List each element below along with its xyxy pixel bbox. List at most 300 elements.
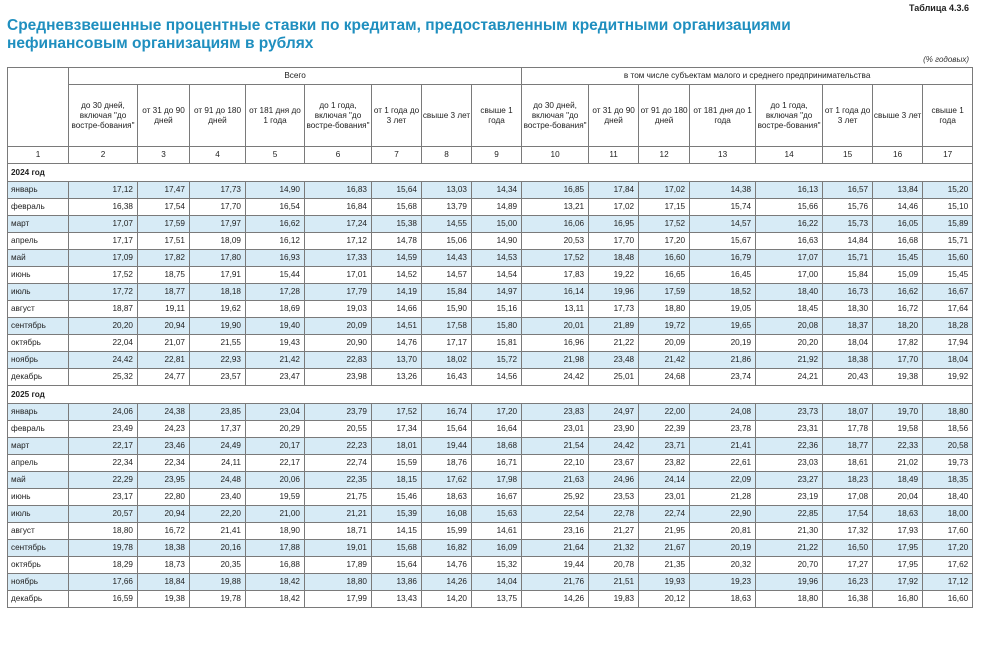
- value-cell: 16,64: [472, 421, 522, 438]
- table-row: [8, 284, 973, 301]
- value-cell: 16,82: [422, 540, 472, 557]
- value-cell: 23,31: [756, 421, 823, 438]
- value-cell: 14,04: [472, 574, 522, 591]
- value-cell: 22,90: [690, 506, 756, 523]
- value-cell: 23,82: [639, 455, 690, 472]
- value-cell: 16,08: [422, 506, 472, 523]
- value-cell: 23,01: [522, 421, 589, 438]
- value-cell: 21,54: [522, 438, 589, 455]
- value-cell: 19,73: [923, 455, 973, 472]
- column-header: от 31 до 90 дней: [138, 85, 190, 147]
- value-cell: 22,74: [639, 506, 690, 523]
- value-cell: 17,83: [522, 267, 589, 284]
- value-cell: 15,64: [372, 557, 422, 574]
- value-cell: 21,98: [522, 352, 589, 369]
- value-cell: 24,49: [190, 438, 246, 455]
- value-cell: 18,84: [138, 574, 190, 591]
- value-cell: 23,17: [69, 489, 138, 506]
- value-cell: 15,66: [756, 199, 823, 216]
- value-cell: 18,77: [138, 284, 190, 301]
- value-cell: 18,23: [823, 472, 873, 489]
- value-cell: 16,57: [823, 182, 873, 199]
- value-cell: 16,88: [246, 557, 305, 574]
- value-cell: 23,49: [69, 421, 138, 438]
- value-cell: 14,57: [690, 216, 756, 233]
- month-cell: март: [8, 216, 69, 233]
- value-cell: 17,58: [422, 318, 472, 335]
- table-row: [8, 574, 973, 591]
- column-number: 15: [823, 147, 873, 164]
- value-cell: 21,00: [246, 506, 305, 523]
- value-cell: 22,39: [639, 421, 690, 438]
- group-header-sme: в том числе субъектам малого и среднего предпринимательства: [522, 68, 973, 85]
- value-cell: 24,42: [69, 352, 138, 369]
- value-cell: 16,59: [69, 591, 138, 608]
- month-cell: июль: [8, 284, 69, 301]
- value-cell: 21,41: [190, 523, 246, 540]
- table-row: [8, 335, 973, 352]
- value-cell: 15,46: [372, 489, 422, 506]
- value-cell: 24,48: [190, 472, 246, 489]
- column-header: до 30 дней, включая "до востре-бования": [69, 85, 138, 147]
- value-cell: 20,70: [756, 557, 823, 574]
- value-cell: 22,33: [873, 438, 923, 455]
- value-cell: 17,95: [873, 557, 923, 574]
- value-cell: 19,92: [923, 369, 973, 386]
- value-cell: 15,71: [823, 250, 873, 267]
- value-cell: 23,40: [190, 489, 246, 506]
- column-number: 14: [756, 147, 823, 164]
- value-cell: 19,78: [190, 591, 246, 608]
- column-number: 12: [639, 147, 690, 164]
- value-cell: 16,84: [305, 199, 372, 216]
- value-cell: 17,24: [305, 216, 372, 233]
- value-cell: 18,49: [873, 472, 923, 489]
- value-cell: 14,20: [422, 591, 472, 608]
- value-cell: 22,23: [305, 438, 372, 455]
- value-cell: 18,38: [823, 352, 873, 369]
- value-cell: 17,95: [873, 540, 923, 557]
- value-cell: 15,00: [472, 216, 522, 233]
- value-cell: 14,38: [690, 182, 756, 199]
- column-number: 9: [472, 147, 522, 164]
- value-cell: 25,92: [522, 489, 589, 506]
- value-cell: 14,54: [472, 267, 522, 284]
- value-cell: 18,75: [138, 267, 190, 284]
- value-cell: 23,98: [305, 369, 372, 386]
- value-cell: 16,93: [246, 250, 305, 267]
- value-cell: 17,66: [69, 574, 138, 591]
- value-cell: 18,63: [690, 591, 756, 608]
- value-cell: 17,02: [639, 182, 690, 199]
- value-cell: 18,15: [372, 472, 422, 489]
- unit-note: (% годовых): [923, 55, 969, 64]
- value-cell: 16,38: [69, 199, 138, 216]
- column-number: 7: [372, 147, 422, 164]
- value-cell: 18,02: [422, 352, 472, 369]
- value-cell: 23,04: [246, 404, 305, 421]
- table-row: [8, 267, 973, 284]
- value-cell: 15,67: [690, 233, 756, 250]
- value-cell: 21,64: [522, 540, 589, 557]
- value-cell: 23,73: [756, 404, 823, 421]
- value-cell: 14,89: [472, 199, 522, 216]
- value-cell: 18,90: [246, 523, 305, 540]
- value-cell: 19,83: [589, 591, 639, 608]
- value-cell: 19,38: [873, 369, 923, 386]
- value-cell: 23,85: [190, 404, 246, 421]
- value-cell: 19,72: [639, 318, 690, 335]
- value-cell: 17,09: [69, 250, 138, 267]
- value-cell: 21,42: [639, 352, 690, 369]
- value-cell: 18,80: [756, 591, 823, 608]
- value-cell: 18,35: [923, 472, 973, 489]
- value-cell: 22,29: [69, 472, 138, 489]
- value-cell: 13,75: [472, 591, 522, 608]
- value-cell: 20,81: [690, 523, 756, 540]
- table-row: [8, 540, 973, 557]
- value-cell: 17,94: [923, 335, 973, 352]
- value-cell: 16,50: [823, 540, 873, 557]
- value-cell: 17,20: [472, 404, 522, 421]
- value-cell: 18,09: [190, 233, 246, 250]
- value-cell: 16,83: [305, 182, 372, 199]
- value-cell: 24,21: [756, 369, 823, 386]
- column-header: до 1 года, включая "до востре-бования": [756, 85, 823, 147]
- value-cell: 17,59: [138, 216, 190, 233]
- value-cell: 17,79: [305, 284, 372, 301]
- value-cell: 21,02: [873, 455, 923, 472]
- value-cell: 20,78: [589, 557, 639, 574]
- value-cell: 23,01: [639, 489, 690, 506]
- value-cell: 18,56: [923, 421, 973, 438]
- value-cell: 23,16: [522, 523, 589, 540]
- column-number: 8: [422, 147, 472, 164]
- table-row: [8, 216, 973, 233]
- value-cell: 16,60: [639, 250, 690, 267]
- table-row: [8, 438, 973, 455]
- value-cell: 22,74: [305, 455, 372, 472]
- value-cell: 15,84: [823, 267, 873, 284]
- value-cell: 17,54: [823, 506, 873, 523]
- value-cell: 17,01: [305, 267, 372, 284]
- value-cell: 22,10: [522, 455, 589, 472]
- value-cell: 20,19: [690, 335, 756, 352]
- value-cell: 18,40: [923, 489, 973, 506]
- value-cell: 14,43: [422, 250, 472, 267]
- value-cell: 14,78: [372, 233, 422, 250]
- value-cell: 17,73: [589, 301, 639, 318]
- value-cell: 16,22: [756, 216, 823, 233]
- column-number: 3: [138, 147, 190, 164]
- value-cell: 17,52: [639, 216, 690, 233]
- value-cell: 21,51: [589, 574, 639, 591]
- value-cell: 19,96: [589, 284, 639, 301]
- value-cell: 23,57: [190, 369, 246, 386]
- table-row: [8, 557, 973, 574]
- month-cell: апрель: [8, 455, 69, 472]
- value-cell: 19,43: [246, 335, 305, 352]
- value-cell: 17,28: [246, 284, 305, 301]
- month-cell: октябрь: [8, 335, 69, 352]
- value-cell: 15,44: [246, 267, 305, 284]
- value-cell: 23,46: [138, 438, 190, 455]
- value-cell: 22,81: [138, 352, 190, 369]
- value-cell: 21,75: [305, 489, 372, 506]
- value-cell: 19,88: [190, 574, 246, 591]
- column-header: от 1 года до 3 лет: [372, 85, 422, 147]
- year-label: 2024 год: [8, 164, 973, 182]
- value-cell: 15,20: [923, 182, 973, 199]
- value-cell: 18,18: [190, 284, 246, 301]
- value-cell: 20,32: [690, 557, 756, 574]
- value-cell: 22,36: [756, 438, 823, 455]
- value-cell: 17,47: [138, 182, 190, 199]
- value-cell: 22,35: [305, 472, 372, 489]
- value-cell: 15,80: [472, 318, 522, 335]
- value-cell: 18,04: [823, 335, 873, 352]
- value-cell: 20,94: [138, 318, 190, 335]
- value-cell: 20,17: [246, 438, 305, 455]
- value-cell: 25,01: [589, 369, 639, 386]
- value-cell: 17,37: [190, 421, 246, 438]
- value-cell: 14,61: [472, 523, 522, 540]
- value-cell: 18,45: [756, 301, 823, 318]
- rates-table: [7, 67, 973, 608]
- value-cell: 24,97: [589, 404, 639, 421]
- table-row: [8, 318, 973, 335]
- page-title: Средневзвешенные процентные ставки по кредитам, предоставленным кредитными организациями нефинансовым организациям в рублях: [7, 17, 791, 52]
- month-cell: июнь: [8, 267, 69, 284]
- value-cell: 23,83: [522, 404, 589, 421]
- value-cell: 13,03: [422, 182, 472, 199]
- value-cell: 22,83: [305, 352, 372, 369]
- value-cell: 17,72: [69, 284, 138, 301]
- column-header: от 31 до 90 дней: [589, 85, 639, 147]
- value-cell: 24,96: [589, 472, 639, 489]
- value-cell: 21,22: [756, 540, 823, 557]
- value-cell: 17,91: [190, 267, 246, 284]
- value-cell: 20,53: [522, 233, 589, 250]
- value-cell: 22,20: [190, 506, 246, 523]
- value-cell: 15,63: [472, 506, 522, 523]
- month-cell: август: [8, 301, 69, 318]
- value-cell: 24,68: [639, 369, 690, 386]
- value-cell: 18,77: [823, 438, 873, 455]
- value-cell: 15,10: [923, 199, 973, 216]
- value-cell: 15,90: [422, 301, 472, 318]
- year-row: [8, 164, 973, 182]
- value-cell: 17,73: [190, 182, 246, 199]
- value-cell: 15,99: [422, 523, 472, 540]
- value-cell: 16,96: [522, 335, 589, 352]
- value-cell: 16,74: [422, 404, 472, 421]
- value-cell: 17,20: [639, 233, 690, 250]
- value-cell: 20,04: [873, 489, 923, 506]
- value-cell: 15,84: [422, 284, 472, 301]
- value-cell: 22,09: [690, 472, 756, 489]
- value-cell: 14,66: [372, 301, 422, 318]
- value-cell: 16,65: [639, 267, 690, 284]
- value-cell: 16,72: [138, 523, 190, 540]
- value-cell: 17,08: [823, 489, 873, 506]
- value-cell: 18,48: [589, 250, 639, 267]
- value-cell: 13,70: [372, 352, 422, 369]
- value-cell: 20,20: [756, 335, 823, 352]
- value-cell: 16,63: [756, 233, 823, 250]
- month-cell: февраль: [8, 421, 69, 438]
- value-cell: 17,97: [190, 216, 246, 233]
- value-cell: 24,77: [138, 369, 190, 386]
- month-cell: декабрь: [8, 591, 69, 608]
- value-cell: 15,74: [690, 199, 756, 216]
- column-number: 10: [522, 147, 589, 164]
- value-cell: 18,73: [138, 557, 190, 574]
- value-cell: 18,80: [69, 523, 138, 540]
- value-cell: 23,48: [589, 352, 639, 369]
- value-cell: 19,05: [690, 301, 756, 318]
- value-cell: 20,12: [639, 591, 690, 608]
- value-cell: 23,95: [138, 472, 190, 489]
- value-cell: 21,89: [589, 318, 639, 335]
- value-cell: 16,95: [589, 216, 639, 233]
- value-cell: 19,59: [246, 489, 305, 506]
- value-cell: 15,81: [472, 335, 522, 352]
- value-cell: 14,15: [372, 523, 422, 540]
- value-cell: 20,35: [190, 557, 246, 574]
- value-cell: 15,09: [873, 267, 923, 284]
- value-cell: 23,53: [589, 489, 639, 506]
- value-cell: 17,17: [422, 335, 472, 352]
- value-cell: 16,54: [246, 199, 305, 216]
- value-cell: 19,11: [138, 301, 190, 318]
- value-cell: 15,32: [472, 557, 522, 574]
- value-cell: 23,67: [589, 455, 639, 472]
- value-cell: 16,68: [873, 233, 923, 250]
- value-cell: 17,12: [69, 182, 138, 199]
- value-cell: 15,06: [422, 233, 472, 250]
- value-cell: 22,61: [690, 455, 756, 472]
- value-cell: 17,34: [372, 421, 422, 438]
- value-cell: 16,71: [472, 455, 522, 472]
- month-cell: ноябрь: [8, 574, 69, 591]
- value-cell: 17,88: [246, 540, 305, 557]
- value-cell: 15,64: [422, 421, 472, 438]
- value-cell: 18,42: [246, 591, 305, 608]
- table-row: [8, 199, 973, 216]
- corner-cell: [8, 68, 69, 147]
- column-number: 5: [246, 147, 305, 164]
- value-cell: 17,64: [923, 301, 973, 318]
- value-cell: 20,20: [69, 318, 138, 335]
- table-row: [8, 352, 973, 369]
- column-header: от 181 дня до 1 года: [690, 85, 756, 147]
- value-cell: 15,71: [923, 233, 973, 250]
- value-cell: 24,11: [190, 455, 246, 472]
- value-cell: 20,90: [305, 335, 372, 352]
- value-cell: 19,62: [190, 301, 246, 318]
- value-cell: 16,72: [873, 301, 923, 318]
- month-cell: февраль: [8, 199, 69, 216]
- value-cell: 18,04: [923, 352, 973, 369]
- value-cell: 22,34: [69, 455, 138, 472]
- value-cell: 19,65: [690, 318, 756, 335]
- value-cell: 23,03: [756, 455, 823, 472]
- value-cell: 17,54: [138, 199, 190, 216]
- value-cell: 16,60: [923, 591, 973, 608]
- month-cell: ноябрь: [8, 352, 69, 369]
- value-cell: 14,53: [472, 250, 522, 267]
- value-cell: 15,73: [823, 216, 873, 233]
- value-cell: 21,86: [690, 352, 756, 369]
- value-cell: 17,80: [190, 250, 246, 267]
- value-cell: 13,11: [522, 301, 589, 318]
- value-cell: 14,56: [472, 369, 522, 386]
- value-cell: 19,93: [639, 574, 690, 591]
- value-cell: 17,27: [823, 557, 873, 574]
- value-cell: 17,70: [589, 233, 639, 250]
- value-cell: 19,38: [138, 591, 190, 608]
- value-cell: 21,35: [639, 557, 690, 574]
- value-cell: 16,23: [823, 574, 873, 591]
- table-row: [8, 421, 973, 438]
- value-cell: 17,02: [589, 199, 639, 216]
- value-cell: 18,76: [422, 455, 472, 472]
- table-body: [8, 164, 973, 608]
- value-cell: 17,89: [305, 557, 372, 574]
- value-cell: 23,27: [756, 472, 823, 489]
- value-cell: 22,34: [138, 455, 190, 472]
- column-number: 11: [589, 147, 639, 164]
- value-cell: 22,04: [69, 335, 138, 352]
- value-cell: 13,79: [422, 199, 472, 216]
- value-cell: 14,34: [472, 182, 522, 199]
- value-cell: 19,44: [422, 438, 472, 455]
- table-row: [8, 233, 973, 250]
- value-cell: 23,79: [305, 404, 372, 421]
- value-cell: 20,16: [190, 540, 246, 557]
- value-cell: 23,90: [589, 421, 639, 438]
- value-cell: 21,32: [589, 540, 639, 557]
- value-cell: 14,26: [522, 591, 589, 608]
- value-cell: 20,43: [823, 369, 873, 386]
- value-cell: 19,96: [756, 574, 823, 591]
- value-cell: 16,80: [873, 591, 923, 608]
- value-cell: 20,57: [69, 506, 138, 523]
- value-cell: 24,14: [639, 472, 690, 489]
- month-cell: январь: [8, 182, 69, 199]
- value-cell: 18,87: [69, 301, 138, 318]
- value-cell: 13,26: [372, 369, 422, 386]
- column-header: свыше 1 года: [472, 85, 522, 147]
- value-cell: 13,84: [873, 182, 923, 199]
- value-cell: 16,13: [756, 182, 823, 199]
- value-cell: 23,78: [690, 421, 756, 438]
- value-cell: 14,90: [246, 182, 305, 199]
- value-cell: 21,22: [589, 335, 639, 352]
- table-row: [8, 591, 973, 608]
- column-header: от 91 до 180 дней: [190, 85, 246, 147]
- value-cell: 20,94: [138, 506, 190, 523]
- value-cell: 15,16: [472, 301, 522, 318]
- value-cell: 17,70: [873, 352, 923, 369]
- column-header: до 1 года, включая "до востре-бования": [305, 85, 372, 147]
- value-cell: 22,54: [522, 506, 589, 523]
- year-row: [8, 386, 973, 404]
- value-cell: 13,21: [522, 199, 589, 216]
- value-cell: 17,52: [69, 267, 138, 284]
- value-cell: 21,30: [756, 523, 823, 540]
